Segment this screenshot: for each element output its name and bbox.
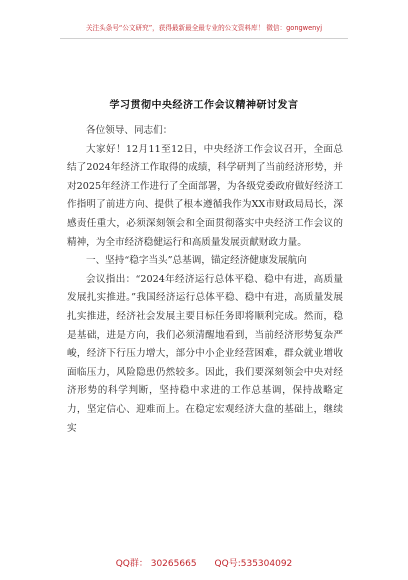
footer-contact xyxy=(0,556,408,569)
header-divider xyxy=(60,38,348,39)
footer-qq-number: QQ号:535304092 xyxy=(214,559,293,569)
paragraph-section-1: 会议指出：“2024年经济运行总体平稳、稳中有进，高质量发展扎实推进。”我国经济运行总体平稳、稳中有进，高质量发展扎实推进，经济社会发展主要目标任务即将顺利完成。然而，稳是基础，进是方向，我们必须清醒地看到，当前经济形势复杂严峻，经济下行压力增大，部分中小企业经营困难，群众就业增收面临压力，风险隐患仍然较多。因此，我们要深刻领会中央对经济形势的科学判断，坚持稳中求进的工作总基调，保持战略定力，坚定信心、迎难而上。在稳定宏观经济大盘的基础上，继续实 xyxy=(67,273,343,434)
header-banner: 关注头条号“公文研究”，获得最新最全最专业的公文资料库！ 微信：gongwenyj xyxy=(85,24,323,32)
footer-qq-group: QQ群： 30265665 xyxy=(115,559,197,569)
document-title: 学习贯彻中央经济工作会议精神研讨发言 xyxy=(109,100,299,111)
salutation: 各位领导、同志们： xyxy=(86,125,173,136)
document-body xyxy=(67,122,343,438)
section-heading-1: 一、坚持“稳字当头”总基调，锚定经济健康发展航向 xyxy=(86,255,307,267)
paragraph-intro: 大家好！12月11至12日，中央经济工作会议召开，全面总结了2024年经济工作取得的成绩，科学研判了当前经济形势，并对2025年经济工作进行了全面部署，为各级党委政府做好经济工作指明了前进方向、提供了根本遵循我作为XX市财政局局长，深感责任重大，必须深刻领会和全面贯彻落实中央经济工作会议的精神，为全市经济稳健运行和高质量发展贡献财政力量。 xyxy=(67,143,343,248)
